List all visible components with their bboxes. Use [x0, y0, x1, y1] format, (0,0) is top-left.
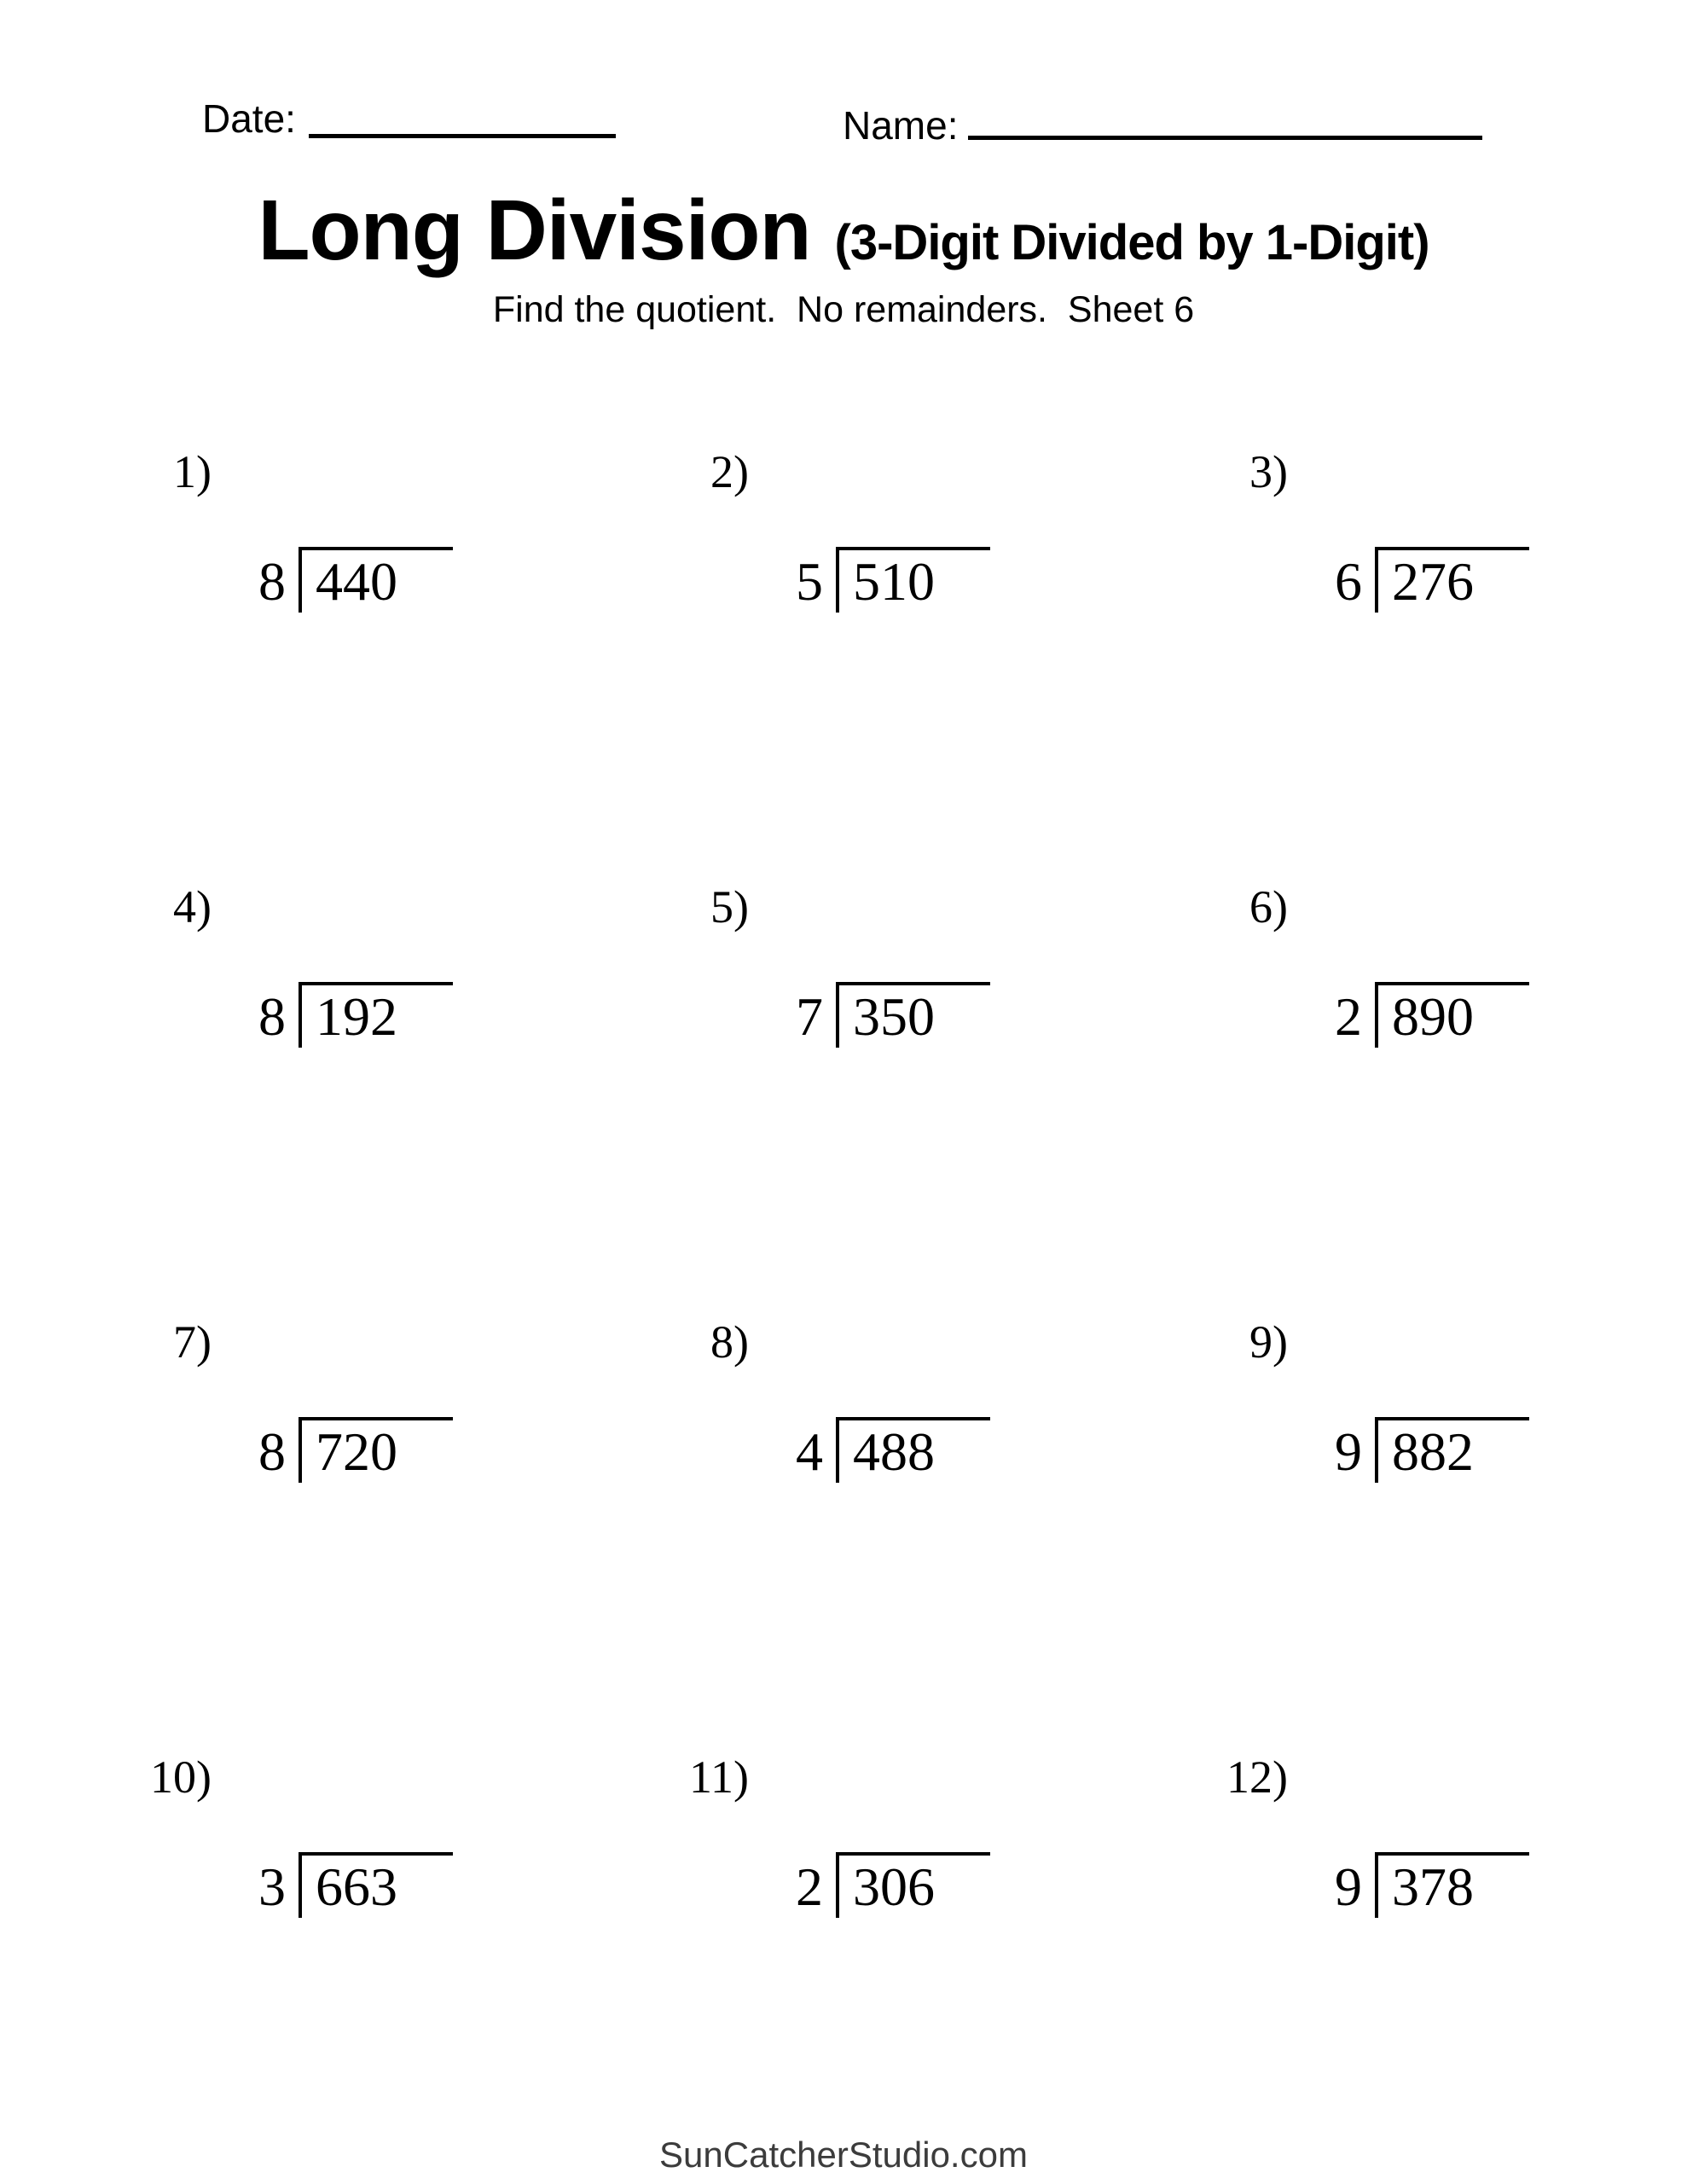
problem-number: 7)	[173, 1316, 212, 1368]
instructions-text: Find the quotient. No remainders. Sheet 6	[492, 289, 1195, 330]
dividend: 488	[836, 1417, 990, 1483]
dividend: 663	[299, 1852, 453, 1918]
problem-number: 1)	[173, 446, 212, 497]
divisor: 3	[258, 1856, 286, 1917]
dividend: 440	[299, 547, 453, 613]
problem-number: 6)	[1249, 881, 1288, 932]
division-bracket	[1335, 982, 1529, 1048]
divisor: 8	[258, 1421, 286, 1482]
division-bracket	[1335, 1852, 1529, 1918]
division-bracket	[258, 547, 453, 613]
division-bracket	[258, 1417, 453, 1483]
problem-number: 2)	[710, 446, 749, 497]
division-problem	[118, 1316, 453, 1483]
division-bracket	[258, 1852, 453, 1918]
division-problem	[118, 1751, 453, 1918]
division-problem	[1194, 881, 1529, 1048]
name-write-line	[968, 136, 1482, 140]
problem-number: 12)	[1226, 1751, 1288, 1803]
problem-number: 4)	[173, 881, 212, 932]
division-problem	[118, 881, 453, 1048]
division-problem	[1194, 1751, 1529, 1918]
division-bracket	[258, 982, 453, 1048]
name-label: Name:	[843, 103, 959, 148]
dividend: 276	[1375, 547, 1529, 613]
problem-number: 10)	[150, 1751, 212, 1803]
page-title: Long Division	[258, 183, 811, 278]
dividend: 192	[299, 982, 453, 1048]
division-bracket	[796, 1852, 990, 1918]
dividend: 882	[1375, 1417, 1529, 1483]
problem-number: 5)	[710, 881, 749, 932]
dividend: 306	[836, 1852, 990, 1918]
divisor: 8	[258, 551, 286, 612]
page-title-suffix: (3-Digit Divided by 1-Digit)	[834, 215, 1429, 270]
divisor: 2	[1335, 986, 1362, 1047]
date-label: Date:	[202, 96, 296, 141]
divisor: 2	[796, 1856, 823, 1917]
divisor: 4	[796, 1421, 823, 1482]
dividend: 890	[1375, 982, 1529, 1048]
dividend: 720	[299, 1417, 453, 1483]
division-problem	[655, 1751, 990, 1918]
division-problem	[655, 1316, 990, 1483]
divisor: 9	[1335, 1421, 1362, 1482]
dividend: 510	[836, 547, 990, 613]
problem-number: 8)	[710, 1316, 749, 1368]
divisor: 8	[258, 986, 286, 1047]
date-write-line	[309, 134, 616, 138]
division-bracket	[796, 1417, 990, 1483]
footer-credit: SunCatcherStudio.com	[659, 2135, 1028, 2175]
division-problem	[655, 446, 990, 613]
division-bracket	[1335, 1417, 1529, 1483]
divisor: 6	[1335, 551, 1362, 612]
division-bracket	[796, 547, 990, 613]
division-bracket	[1335, 547, 1529, 613]
divisor: 7	[796, 986, 823, 1047]
division-problem	[655, 881, 990, 1048]
dividend: 350	[836, 982, 990, 1048]
division-problem	[1194, 446, 1529, 613]
dividend: 378	[1375, 1852, 1529, 1918]
title-block	[0, 183, 1687, 278]
problem-number: 3)	[1249, 446, 1288, 497]
division-problem	[1194, 1316, 1529, 1483]
division-problem	[118, 446, 453, 613]
problem-number: 9)	[1249, 1316, 1288, 1368]
divisor: 5	[796, 551, 823, 612]
divisor: 9	[1335, 1856, 1362, 1917]
division-bracket	[796, 982, 990, 1048]
problem-number: 11)	[689, 1751, 749, 1803]
